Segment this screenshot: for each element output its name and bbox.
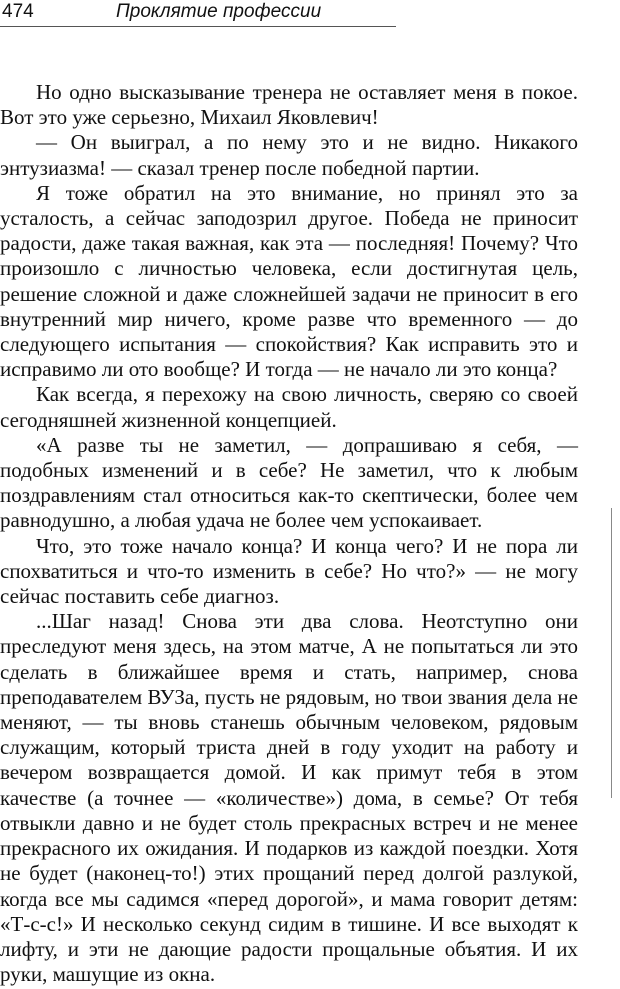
running-head: [0, 0, 396, 27]
paragraph: Но одно высказывание тренера не оставляет меня в покое. Вот это уже серьезно, Михаил Яковлевич!: [0, 80, 578, 130]
book-title: Проклятие профессии: [116, 1, 322, 22]
paragraph: Как всегда, я перехожу на свою личность, сверяю со своей сегодняшней жизненной концепцией.: [0, 382, 578, 432]
body-text: [0, 80, 578, 987]
paragraph: «А разве ты не заметил, — допрашиваю я себя, — подобных изменений и в себе? Не заметил, что к любым поздравлениям стал относиться как-то скептически, более чем равнодушно, а любая удача не более чем успокаивает.: [0, 432, 578, 533]
paragraph: Что, это тоже начало конца? И конца чего? И не пора ли спохватиться и что-то изменить в себе? Но что?» — не могу сейчас поставить себе диагноз.: [0, 533, 578, 609]
margin-rule: [611, 508, 612, 798]
paragraph: ...Шаг назад! Снова эти два слова. Неотступно они преследуют меня здесь, на этом матче, А не попытаться ли это сделать в ближайшее время и стать, например, снова преподавателем ВУЗа, пусть не рядовым, но твои звания дела не меняют, — ты вновь станешь обычным человеком, рядовым служащим, который триста дней в году уходит на работу и вечером возвращается домой. И как примут тебя в этом качестве (а точнее — «количестве») дома, в семье? От тебя отвыкли давно и не будет столь прекрасных встреч и не менее прекрасного их ожидания. И подарков из каждой поездки. Хотя не будет (наконец-то!) этих прощаний перед долгой разлукой, когда все мы садимся «перед дорогой», и мама говорит детям: «Т-с-с!» И несколько секунд сидим в тишине. И все выходят к лифту, и эти не дающие радости прощальные объятия. И их руки, машущие из окна.: [0, 609, 578, 987]
page-number: 474: [2, 1, 34, 22]
paragraph: Я тоже обратил на это внимание, но принял это за усталость, а сейчас заподозрил другое. Победа не приносит радости, даже такая важная, как эта — последняя! Почему? Что произошло с личностью человека, если достигнутая цель, решение сложной и даже сложнейшей задачи не приносит в его внутренний мир ничего, кроме разве что временного — до следующего испытания — спокойствия? Как исправить это и исправимо ли ото вообще? И тогда — не начало ли это конца?: [0, 180, 578, 382]
paragraph: — Он выиграл, а по нему это и не видно. Никакого энтузиазма! — сказал тренер после победной партии.: [0, 130, 578, 180]
